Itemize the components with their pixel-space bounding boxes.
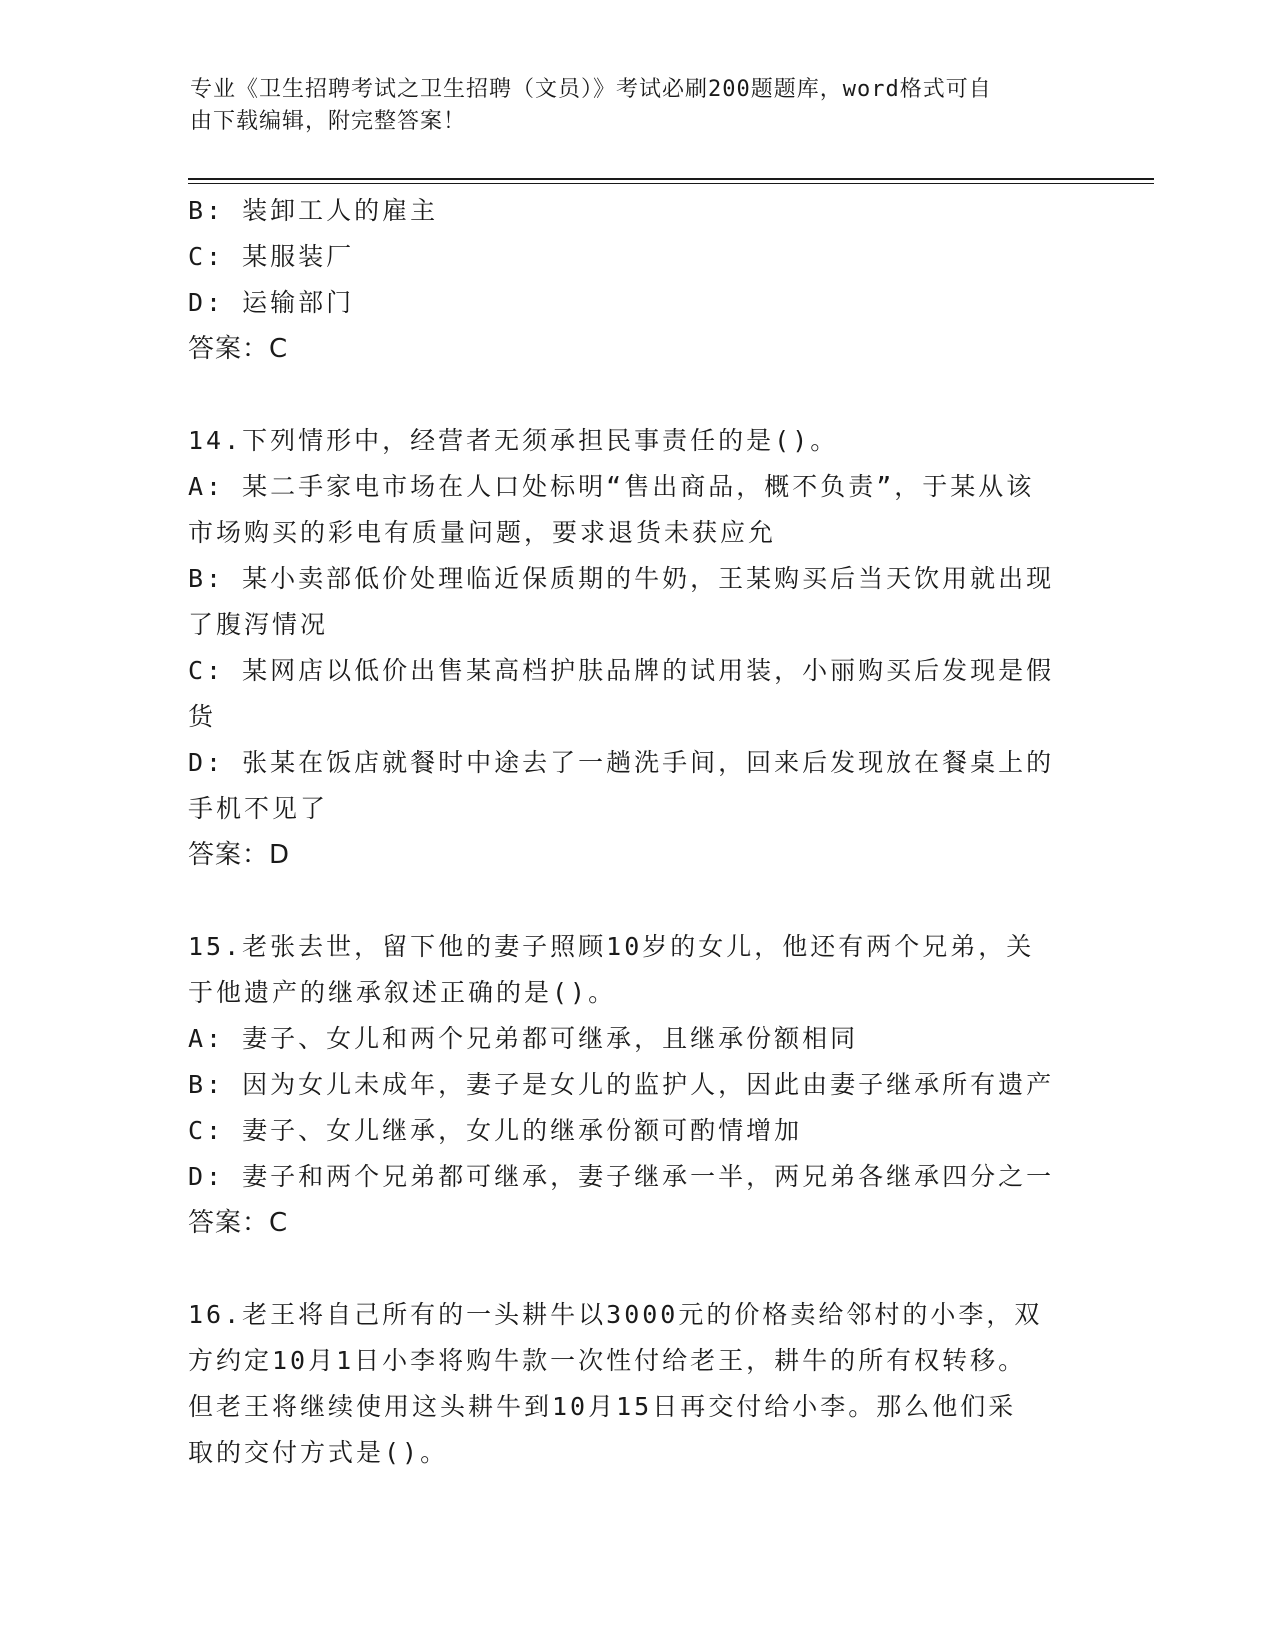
- q14-answer: 答案：D: [188, 840, 291, 870]
- q14-option-b-line-2: 了腹泻情况: [188, 610, 329, 639]
- q16-stem-line-1: 16.老王将自己所有的一头耕牛以3000元的价格卖给邻村的小李，双: [188, 1300, 1043, 1329]
- q16-stem-line-4: 取的交付方式是()。: [188, 1438, 449, 1467]
- header-line-2: 由下载编辑，附完整答案！: [190, 109, 467, 134]
- q13-answer: 答案：C: [188, 334, 289, 364]
- q14-stem: 14.下列情形中，经营者无须承担民事责任的是()。: [188, 426, 839, 455]
- question-13: [188, 188, 1078, 372]
- header-divider-thin: [188, 183, 1154, 184]
- q13-option-c: C: 某服装厂: [188, 242, 355, 271]
- q15-option-d: D: 妻子和两个兄弟都可继承，妻子继承一半，两兄弟各继承四分之一: [188, 1162, 1055, 1191]
- q16-stem-line-3: 但老王将继续使用这头耕牛到10月15日再交付给小李。那么他们采: [188, 1392, 1017, 1421]
- q14-option-d-line-1: D: 张某在饭店就餐时中途去了一趟洗手间，回来后发现放在餐桌上的: [188, 748, 1055, 777]
- spacer: [188, 878, 1078, 924]
- q15-option-a: A: 妻子、女儿和两个兄弟都可继承，且继承份额相同: [188, 1024, 859, 1053]
- q15-answer: 答案：C: [188, 1208, 289, 1238]
- question-14: [188, 418, 1078, 878]
- spacer: [188, 372, 1078, 418]
- q14-option-d-line-2: 手机不见了: [188, 794, 329, 823]
- q13-option-b: B: 装卸工人的雇主: [188, 196, 439, 225]
- q16-stem-line-2: 方约定10月1日小李将购牛款一次性付给老王，耕牛的所有权转移。: [188, 1346, 1027, 1375]
- q13-option-d: D: 运输部门: [188, 288, 355, 317]
- header-line-1: 专业《卫生招聘考试之卫生招聘（文员）》考试必刷200题题库，word格式可自: [190, 77, 992, 102]
- question-content: [188, 188, 1078, 1476]
- q15-stem-line-1: 15.老张去世，留下他的妻子照顾10岁的女儿，他还有两个兄弟，关: [188, 932, 1035, 961]
- question-16: [188, 1292, 1078, 1476]
- header-divider-thick: [188, 178, 1154, 180]
- q15-option-c: C: 妻子、女儿继承，女儿的继承份额可酌情增加: [188, 1116, 803, 1145]
- q14-option-c-line-1: C: 某网店以低价出售某高档护肤品牌的试用装，小丽购买后发现是假: [188, 656, 1055, 685]
- q14-option-c-line-2: 货: [188, 702, 217, 731]
- document-header: [190, 74, 1090, 138]
- q14-option-b-line-1: B: 某小卖部低价处理临近保质期的牛奶，王某购买后当天饮用就出现: [188, 564, 1055, 593]
- q15-stem-line-2: 于他遗产的继承叙述正确的是()。: [188, 978, 617, 1007]
- q15-option-b: B: 因为女儿未成年，妻子是女儿的监护人，因此由妻子继承所有遗产: [188, 1070, 1055, 1099]
- q14-option-a-line-2: 市场购买的彩电有质量问题，要求退货未获应允: [188, 518, 777, 547]
- spacer: [188, 1246, 1078, 1292]
- q14-option-a-line-1: A: 某二手家电市场在人口处标明“售出商品，概不负责”，于某从该: [188, 472, 1035, 501]
- question-15: [188, 924, 1078, 1246]
